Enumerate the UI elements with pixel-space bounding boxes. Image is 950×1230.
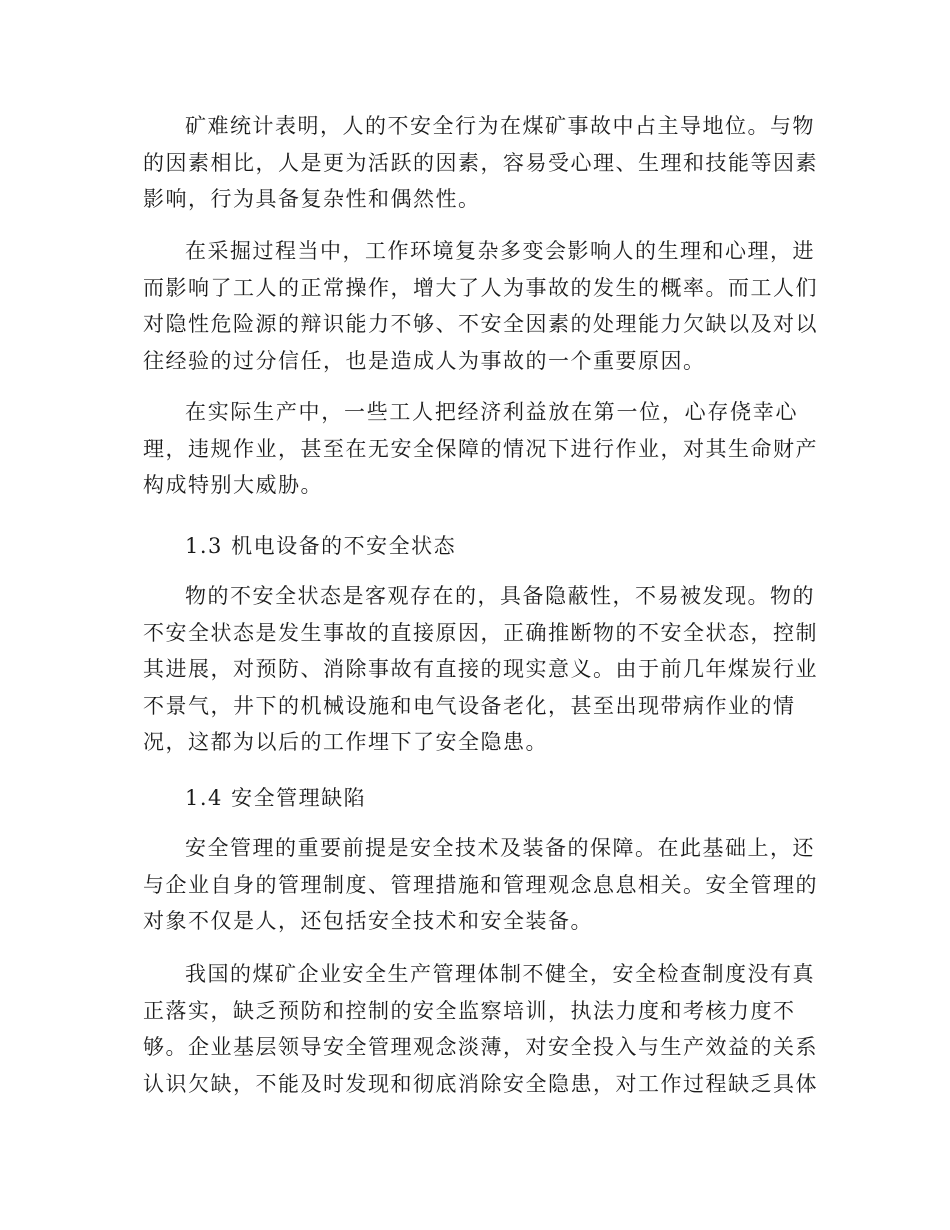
paragraph-actual-production: [143, 394, 818, 504]
paragraph-human-factors: [143, 108, 818, 218]
text-line: 的因素相比，人是更为活跃的因素，容易受心理、生理和技能等因素: [143, 150, 818, 175]
paragraph-management-premise: [143, 830, 818, 940]
text-line: 认识欠缺，不能及时发现和彻底消除安全隐患，对工作过程缺乏具体: [143, 1071, 818, 1096]
text-line: 在采掘过程当中，工作环境复杂多变会影响人的生理和心理，进: [185, 239, 815, 263]
text-line: 况，这都为以后的工作埋下了安全隐患。: [143, 730, 548, 754]
text-line: 物的不安全状态是客观存在的，具备隐蔽性，不易被发现。物的: [185, 584, 815, 608]
section-heading: 1.3 机电设备的不安全状态: [185, 534, 457, 558]
text-line: 影响，行为具备复杂性和偶然性。: [143, 187, 481, 211]
section-heading-1-4: [143, 780, 798, 817]
text-line: 构成特别大威胁。: [143, 473, 323, 497]
paragraph-management-system: [143, 956, 818, 1102]
section-heading: 1.4 安全管理缺陷: [185, 786, 367, 810]
text-line: 不安全状态是发生事故的直接原因，正确推断物的不安全状态，控制: [143, 620, 818, 645]
paragraph-work-environment: [143, 233, 818, 379]
text-line: 不景气，井下的机械设施和电气设备老化，甚至出现带病作业的情: [143, 693, 796, 718]
text-line: 在实际生产中，一些工人把经济利益放在第一位，心存侥幸心: [185, 400, 798, 424]
text-line: 与企业自身的管理制度、管理措施和管理观念息息相关。安全管理的: [143, 872, 818, 897]
text-line: 往经验的过分信任，也是造成人为事故的一个重要原因。: [143, 348, 706, 373]
text-line: 其进展，对预防、消除事故有直接的现实意义。由于前几年煤炭行业: [143, 657, 818, 681]
text-line: 安全管理的重要前提是安全技术及装备的保障。在此基础上，还: [185, 836, 815, 860]
section-heading-1-3: [143, 528, 798, 565]
text-line: 够。企业基层领导安全管理观念淡薄，对安全投入与生产效益的关系: [143, 1035, 818, 1059]
text-line: 正落实，缺乏预防和控制的安全监察培训，执法力度和考核力度不: [143, 998, 796, 1023]
text-line: 而影响了工人的正常操作，增大了人为事故的发生的概率。而工人们: [143, 275, 818, 300]
text-line: 理，违规作业，甚至在无安全保障的情况下进行作业，对其生命财产: [143, 436, 818, 461]
text-line: 对象不仅是人，还包括安全技术和安全装备。: [143, 909, 593, 933]
text-line: 矿难统计表明，人的不安全行为在煤矿事故中占主导地位。与物: [185, 114, 815, 138]
text-line: 我国的煤矿企业安全生产管理体制不健全，安全检查制度没有真: [185, 962, 815, 986]
text-line: 对隐性危险源的辩识能力不够、不安全因素的处理能力欠缺以及对以: [143, 312, 818, 336]
paragraph-equipment-state: [143, 578, 818, 761]
